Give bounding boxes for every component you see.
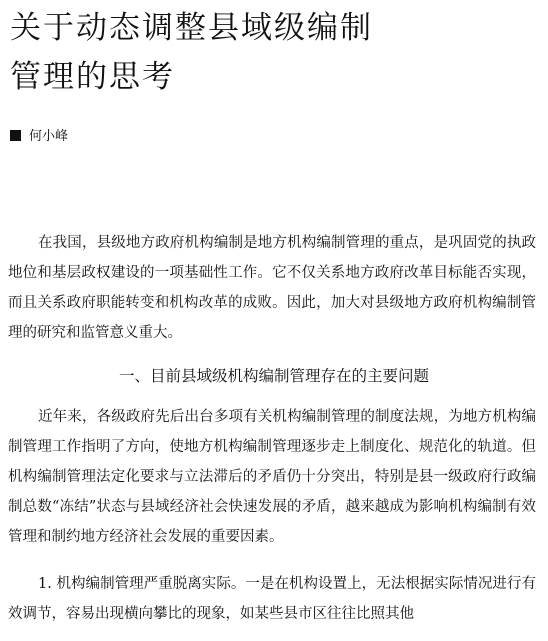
article-title-line-1: 关于动态调整县域级编制 [10,10,373,46]
body-paragraph-1: 近年来，各级政府先后出台多项有关机构编制管理的制度法规，为地方机构编制管理工作指明了方向，使地方机构编制管理逐步走上制度化、规范化的轨道。但机构编制管理法定化要求与立法滞后的矛盾仍十分突出，特别是县一级政府行政编制总数“冻结”状态与县域经济社会快速发展的矛盾，越来越成为影响机构编制有效管理和制约地方经济社会发展的重要因素。 [8,409,536,545]
author-name: 何小峰 [29,129,69,144]
intro-paragraph: 在我国，县级地方政府机构编制是地方机构编制管理的重点，是巩固党的执政地位和基层政权建设的一项基础性工作。它不仅关系地方政府改革目标能否实现，而且关系政府职能转变和机构改革的成败。因此，加大对县级地方政府机构编制管理的研究和监管意义重大。 [8,235,536,341]
article-title-line-2: 管理的思考 [10,59,175,95]
author-byline [10,127,68,147]
section-heading: 一、目前县域级机构编制管理存在的主要问题 [118,367,429,385]
article-title [10,4,540,102]
black-square-icon [10,130,21,141]
body-paragraph-2: 1. 机构编制管理严重脱离实际。一是在机构设置上，无法根据实际情况进行有效调节，容易出现横向攀比的现象，如某些县市区往往比照其他 [8,576,536,622]
